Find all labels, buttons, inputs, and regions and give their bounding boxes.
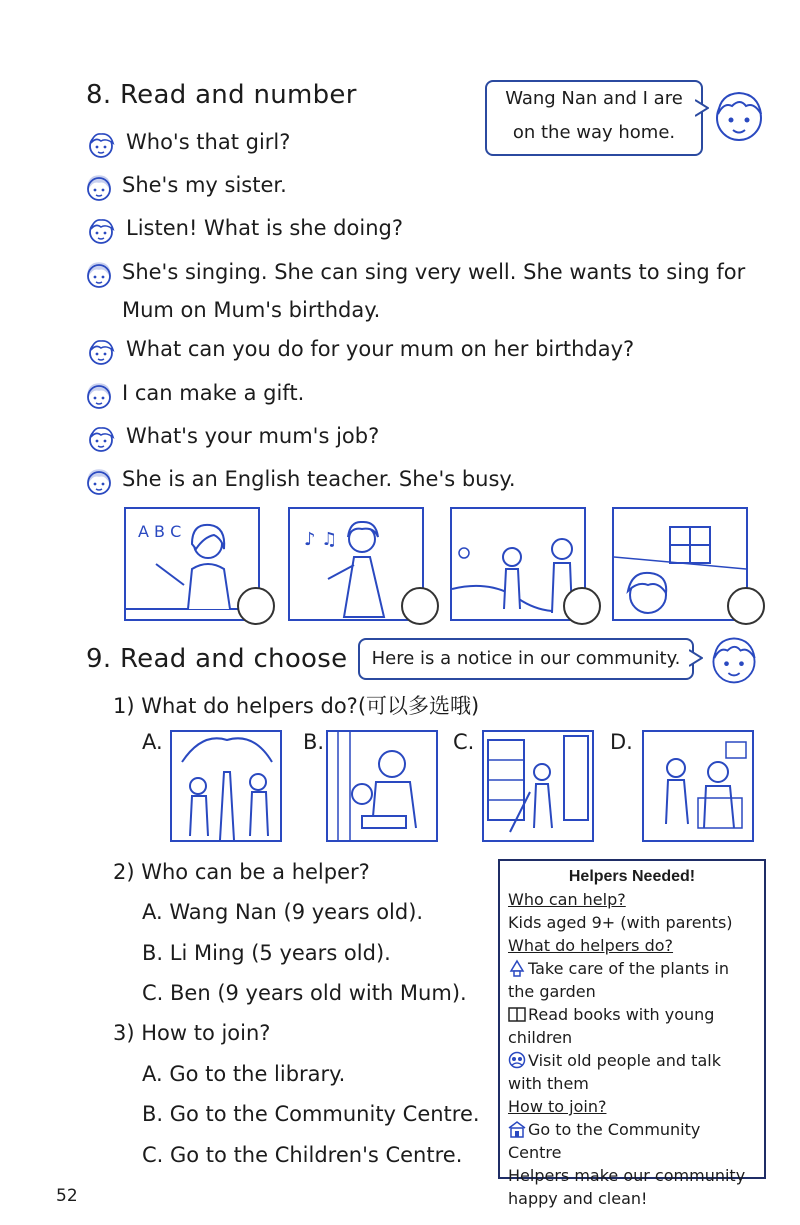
q3-option-c[interactable]: C. Go to the Children's Centre. [142,1143,463,1167]
question-2: 2) Who can be a helper? [113,860,370,884]
abc-board-text: A B C [138,522,182,541]
section-8-title: 8. Read and number [86,80,357,110]
speaker-b-face-icon [84,467,114,497]
speaker-a-face-icon [86,216,116,246]
notice-task-3-text: Visit old people and talk [528,1051,721,1070]
bubble-tail [689,648,703,668]
bubble-line-1: Wang Nan and I are [505,88,683,109]
option-b-label: B. [303,730,325,754]
q2-option-a[interactable]: A. Wang Nan (9 years old). [142,900,424,924]
boy-face-icon [710,84,768,146]
option-d-label: D. [610,730,633,754]
q2-option-c[interactable]: C. Ben (9 years old with Mum). [142,981,467,1005]
speaker-b-face-icon [84,260,114,290]
speaker-a-face-icon [86,337,116,367]
bubble-tail [695,98,709,118]
option-a-garden-picture[interactable] [170,730,282,842]
notice-how [508,1118,756,1164]
option-d-visiting-picture[interactable] [642,730,754,842]
notice-task-2 [508,1003,756,1026]
notice-how-heading: How to join? [508,1097,607,1116]
speech-bubble-boy [485,80,703,156]
notice-speech-bubble: Here is a notice in our community. [358,638,694,680]
page-number: 52 [56,1186,78,1206]
dialogue-line-5: What can you do for your mum on her birthday? [126,337,635,361]
speaker-a-face-icon [86,424,116,454]
notice-how-text: Go to the Community Centre [508,1120,701,1162]
building-icon [508,1120,526,1138]
q3-option-b[interactable]: B. Go to the Community Centre. [142,1102,480,1126]
dialogue-line-8: She is an English teacher. She's busy. [122,467,516,491]
dialogue-line-1: Who's that girl? [126,130,291,154]
notice-title: Helpers Needed! [568,868,696,885]
speaker-b-face-icon [84,381,114,411]
notice-task-1 [508,957,756,980]
answer-circle-4[interactable] [727,587,765,625]
helpers-notice [498,859,766,1208]
notice-task-2-text: Read books with young [528,1005,715,1024]
boy-face-icon [706,630,762,688]
option-c-library-picture[interactable] [482,730,594,842]
option-b-reading-picture[interactable] [326,730,438,842]
dialogue-line-4: She's singing. She can sing very well. She wants to sing for [122,260,746,284]
notice-who-heading: Who can help? [508,890,626,909]
people-icon [508,1051,526,1069]
speaker-a-face-icon [86,130,116,160]
notice-task-2-cont: children [508,1028,573,1047]
notice-task-3 [508,1049,756,1072]
option-a-label: A. [142,730,163,754]
dialogue-line-7: What's your mum's job? [126,424,380,448]
answer-circle-1[interactable] [237,587,275,625]
section-9-title: 9. Read and choose [86,644,348,674]
notice-closing-2: happy and clean! [508,1189,648,1208]
bubble-line-2: on the way home. [512,122,676,143]
q3-option-a[interactable]: A. Go to the library. [142,1062,346,1086]
answer-circle-3[interactable] [563,587,601,625]
notice-task-1-cont: the garden [508,982,596,1001]
q2-option-b[interactable]: B. Li Ming (5 years old). [142,941,391,965]
question-1: 1) What do helpers do?(可以多选哦) [113,694,480,718]
notice-task-1-text: Take care of the plants in [528,959,729,978]
dialogue-line-4-cont: Mum on Mum's birthday. [122,298,381,322]
answer-circle-2[interactable] [401,587,439,625]
notice-closing-1: Helpers make our community [508,1166,746,1185]
notice-who-text: Kids aged 9+ (with parents) [508,913,733,932]
question-3: 3) How to join? [113,1021,271,1045]
plant-icon [508,959,526,977]
notice-what-heading: What do helpers do? [508,936,674,955]
svg-text:♪ ♫: ♪ ♫ [304,529,338,550]
option-c-label: C. [453,730,475,754]
notice-task-3-cont: with them [508,1074,589,1093]
dialogue-line-2: She's my sister. [122,173,287,197]
dialogue-line-6: I can make a gift. [122,381,305,405]
book-icon [508,1005,526,1023]
speaker-b-face-icon [84,173,114,203]
dialogue-line-3: Listen! What is she doing? [126,216,403,240]
